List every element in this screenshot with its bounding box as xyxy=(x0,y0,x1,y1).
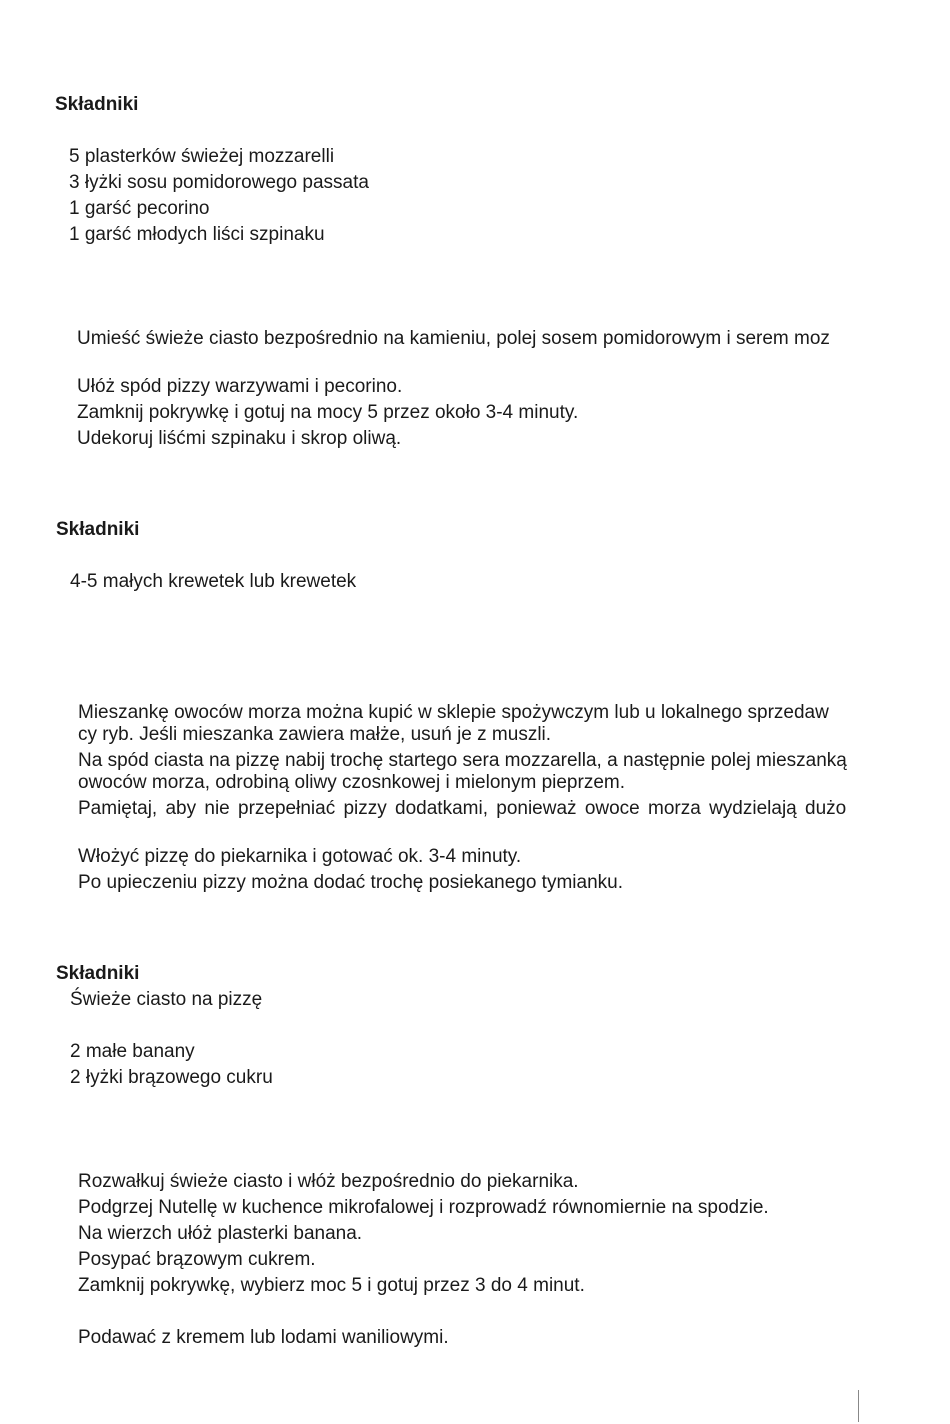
ingredients-heading: Składniki xyxy=(55,94,139,115)
ingredient-item: 4-5 małych krewetek lub krewetek xyxy=(70,571,357,592)
step-item: Na spód ciasta na pizzę nabij trochę startego sera mozzarella, a następnie polej mieszanką xyxy=(78,750,847,771)
step-item: owoców morza, odrobiną oliwy czosnkowej i mielonym pieprzem. xyxy=(78,772,625,793)
step-item: Umieść świeże ciasto bezpośrednio na kamieniu, polej sosem pomidorowym i serem moz xyxy=(77,328,830,349)
ingredient-item: Świeże ciasto na pizzę xyxy=(70,989,263,1010)
step-item: Podgrzej Nutellę w kuchence mikrofalowej i rozprowadź równomiernie na spodzie. xyxy=(78,1197,769,1218)
step-item: Rozwałkuj świeże ciasto i włóż bezpośrednio do piekarnika. xyxy=(78,1171,579,1192)
footer-divider xyxy=(858,1390,859,1422)
step-item: Posypać brązowym cukrem. xyxy=(78,1249,316,1270)
ingredient-item: 1 garść młodych liści szpinaku xyxy=(69,224,325,245)
step-item: Mieszankę owoców morza można kupić w sklepie spożywczym lub u lokalnego sprzedaw xyxy=(78,702,829,723)
step-item: Udekoruj liśćmi szpinaku i skrop oliwą. xyxy=(77,428,402,449)
ingredient-item: 2 łyżki brązowego cukru xyxy=(70,1067,273,1088)
ingredient-item: 2 małe banany xyxy=(70,1041,195,1062)
step-item: Podawać z kremem lub lodami waniliowymi. xyxy=(78,1327,449,1348)
ingredient-item: 5 plasterków świeżej mozzarelli xyxy=(69,146,335,167)
ingredients-heading: Składniki xyxy=(56,963,140,984)
step-item: Pamiętaj, aby nie przepełniać pizzy dodatkami, ponieważ owoce morza wydzielają dużo xyxy=(78,798,847,819)
step-item: cy ryb. Jeśli mieszanka zawiera małże, usuń je z muszli. xyxy=(78,724,552,745)
ingredients-heading: Składniki xyxy=(56,519,140,540)
step-item: Zamknij pokrywkę, wybierz moc 5 i gotuj przez 3 do 4 minut. xyxy=(78,1275,585,1296)
step-item: Na wierzch ułóż plasterki banana. xyxy=(78,1223,363,1244)
ingredient-item: 1 garść pecorino xyxy=(69,198,210,219)
step-item: Po upieczeniu pizzy można dodać trochę posiekanego tymianku. xyxy=(78,872,623,893)
ingredient-item: 3 łyżki sosu pomidorowego passata xyxy=(69,172,369,193)
step-item: Zamknij pokrywkę i gotuj na mocy 5 przez około 3-4 minuty. xyxy=(77,402,579,423)
step-item: Ułóż spód pizzy warzywami i pecorino. xyxy=(77,376,403,397)
step-item: Włożyć pizzę do piekarnika i gotować ok. 3-4 minuty. xyxy=(78,846,522,867)
